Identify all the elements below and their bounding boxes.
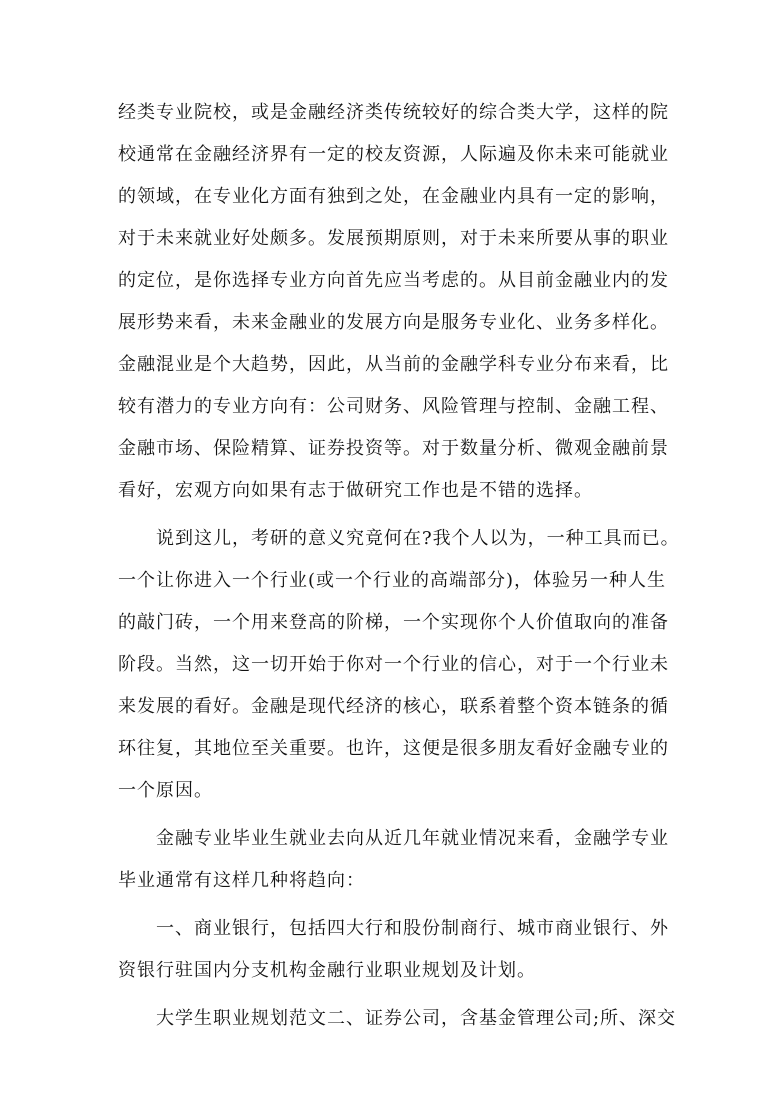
text-line: 的定位，是你选择专业方向首先应当考虑的。从目前金融业内的发 xyxy=(118,270,669,291)
text-line: 校通常在金融经济界有一定的校友资源，人际遍及你未来可能就业 xyxy=(118,144,669,165)
paragraph-2 xyxy=(118,518,680,812)
text-line: 对于未来就业好处颇多。发展预期原则，对于未来所要从事的职业 xyxy=(118,228,669,249)
text-line: 资银行驻国内分支机构金融行业职业规划及计划。 xyxy=(118,960,536,981)
text-line: 阶段。当然，这一切开始于你对一个行业的信心，对于一个行业未 xyxy=(118,654,669,675)
text-line: 金融市场、保险精算、证券投资等。对于数量分析、微观金融前景 xyxy=(118,438,669,459)
text-line: 来发展的看好。金融是现代经济的核心，联系着整个资本链条的循 xyxy=(118,696,669,717)
text-line: 一个让你进入一个行业(或一个行业的高端部分)，体验另一种人生 xyxy=(118,570,667,591)
paragraph-5 xyxy=(118,998,677,1040)
text-line: 一、商业银行，包括四大行和股份制商行、城市商业银行、外 xyxy=(156,918,669,939)
text-line: 环往复，其地位至关重要。也许，这便是很多朋友看好金融专业的 xyxy=(118,738,669,759)
text-line: 金融专业毕业生就业去向从近几年就业情况来看，金融学专业 xyxy=(156,828,669,849)
text-line: 经类专业院校，或是金融经济类传统较好的综合类大学，这样的院 xyxy=(118,102,669,123)
text-line: 展形势来看，未来金融业的发展方向是服务专业化、业务多样化。 xyxy=(118,312,669,333)
text-line: 金融混业是个大趋势，因此，从当前的金融学科专业分布来看，比 xyxy=(118,354,669,375)
text-line: 的领域，在专业化方面有独到之处，在金融业内具有一定的影响， xyxy=(118,186,669,207)
text-line: 看好，宏观方向如果有志于做研究工作也是不错的选择。 xyxy=(118,480,593,501)
text-line: 一个原因。 xyxy=(118,780,213,801)
paragraph-3 xyxy=(118,818,669,902)
text-line: 大学生职业规划范文二、证券公司，含基金管理公司;所、深交 xyxy=(156,1008,677,1029)
paragraph-4 xyxy=(118,908,669,992)
paragraph-1 xyxy=(118,92,669,512)
text-line: 说到这儿，考研的意义究竟何在?我个人以为，一种工具而已。 xyxy=(156,528,680,549)
text-line: 的敲门砖，一个用来登高的阶梯，一个实现你个人价值取向的准备 xyxy=(118,612,669,633)
text-line: 较有潜力的专业方向有：公司财务、风险管理与控制、金融工程、 xyxy=(118,396,669,417)
document-body xyxy=(118,92,680,1040)
text-line: 毕业通常有这样几种将趋向： xyxy=(118,870,365,891)
